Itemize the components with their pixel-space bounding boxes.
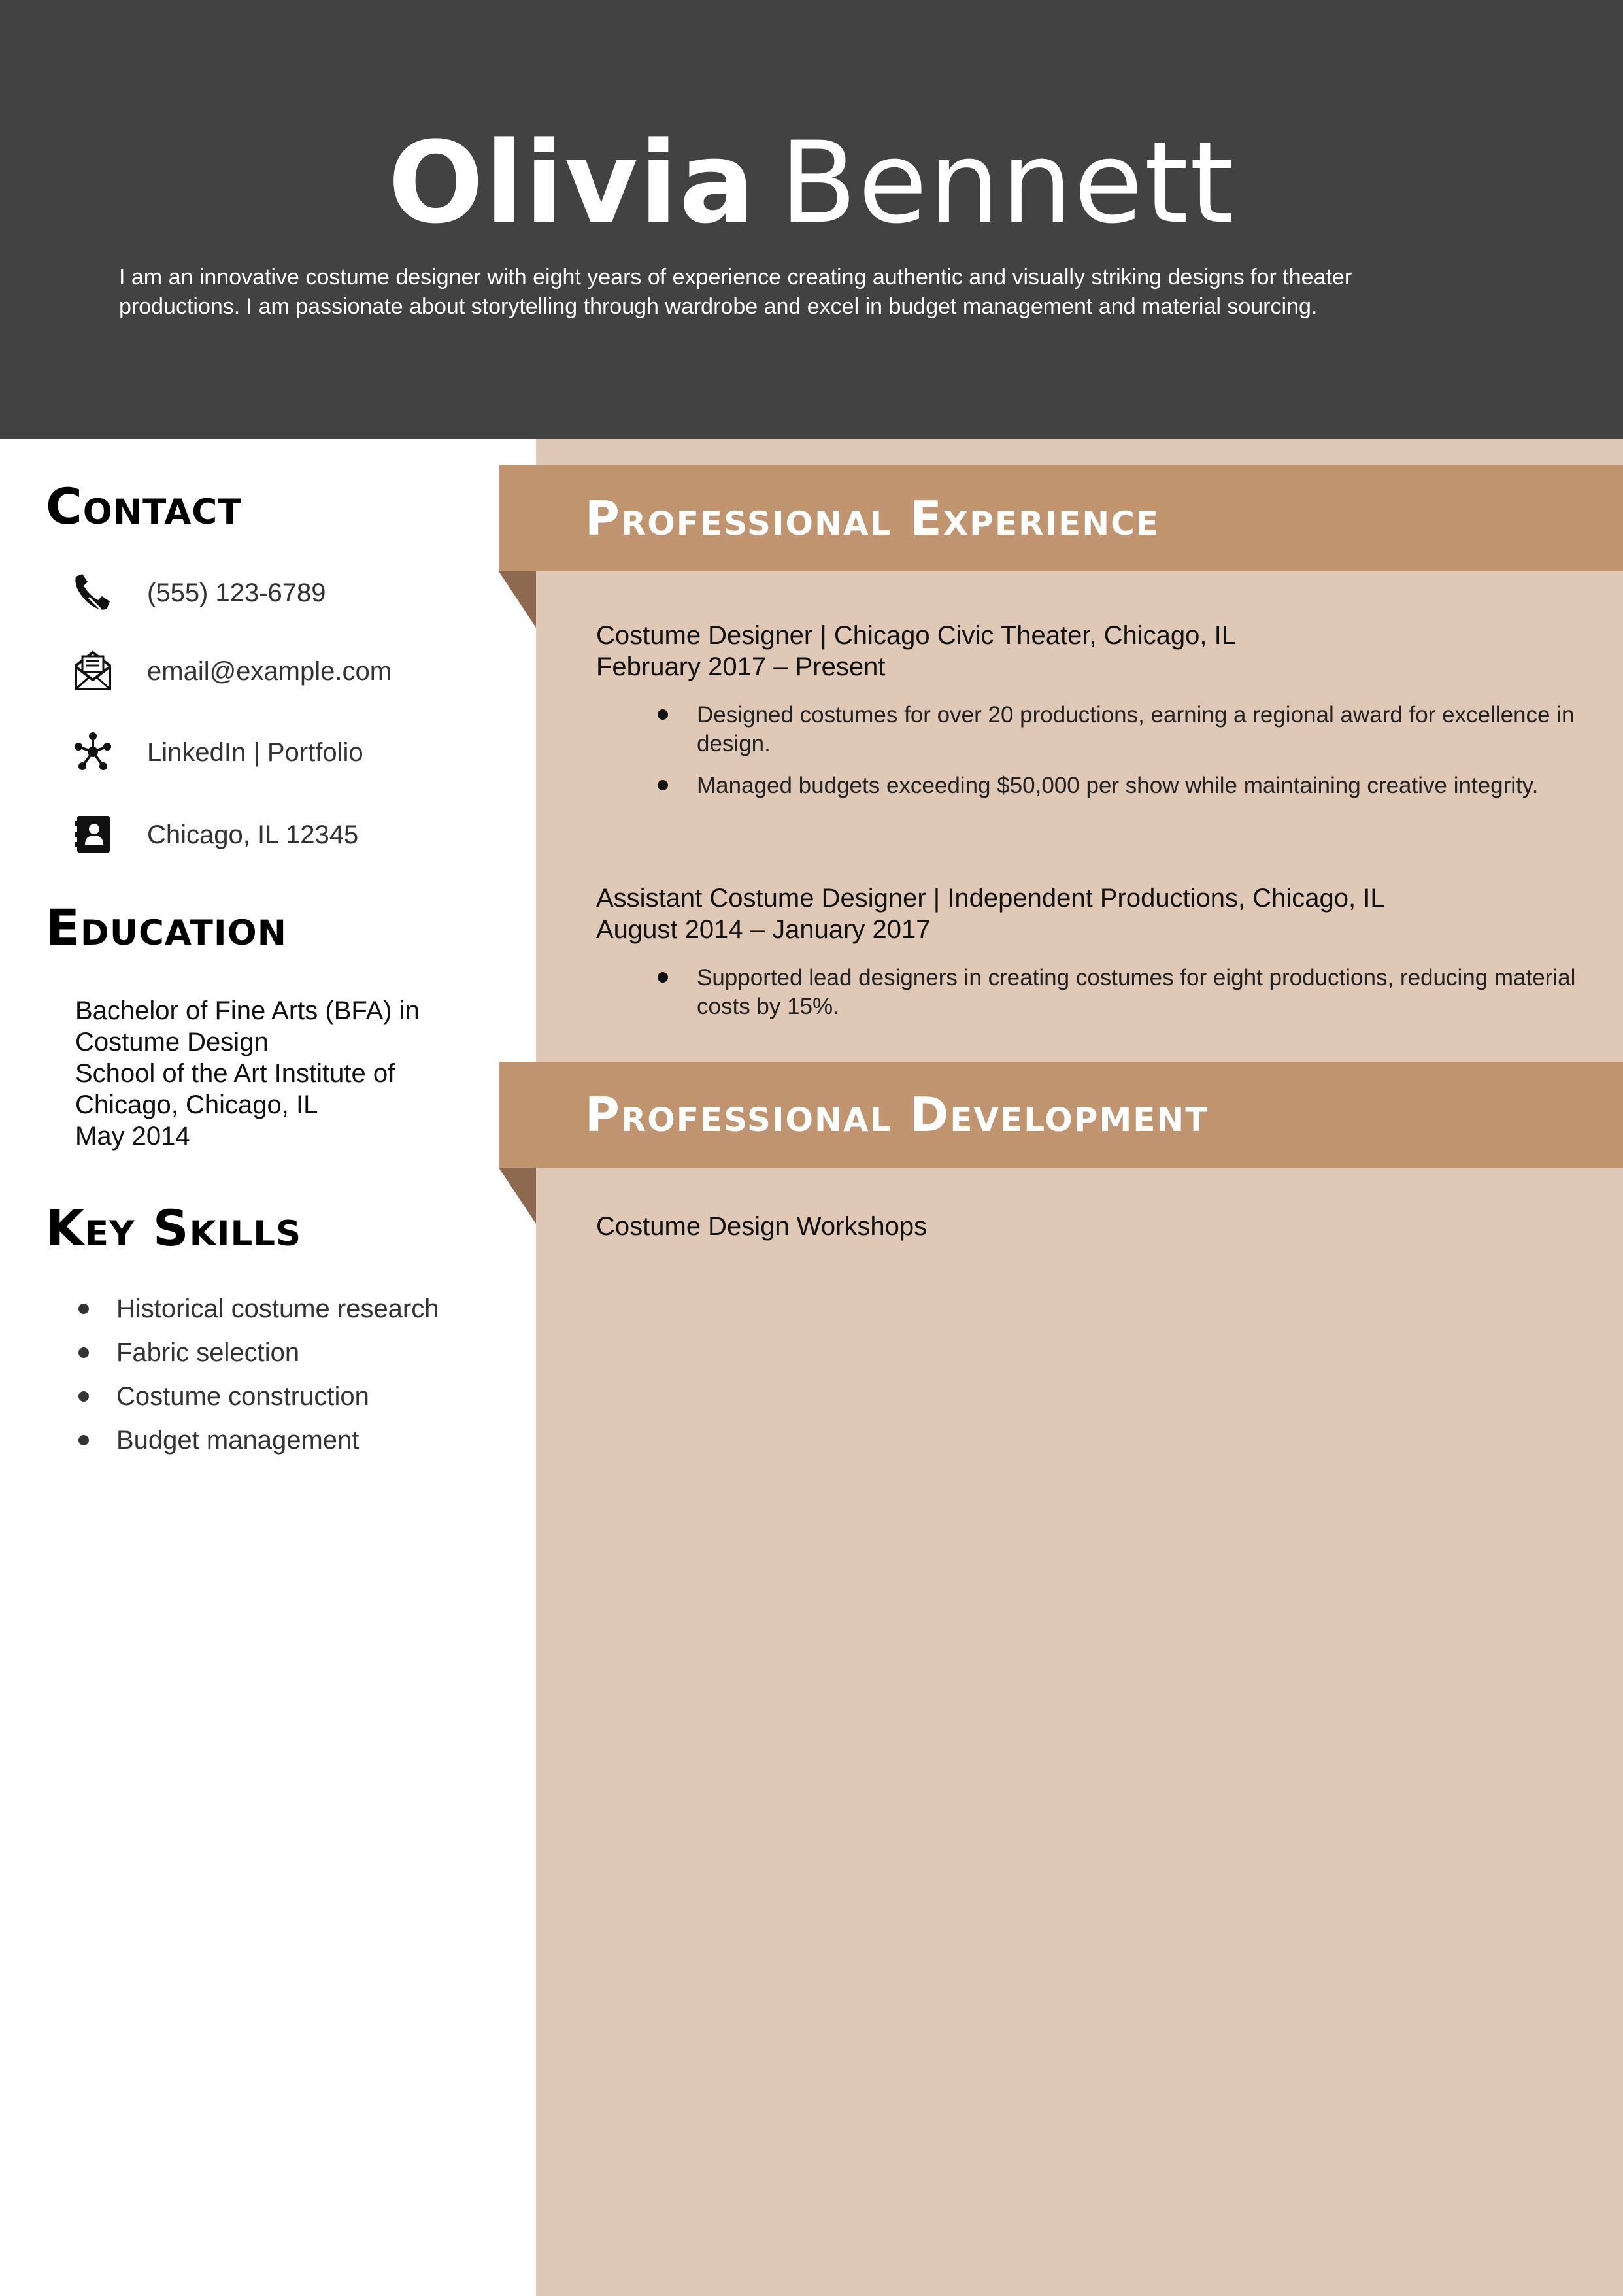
first-name: Olivia — [388, 117, 756, 248]
development-banner — [499, 1062, 1623, 1168]
list-item: Historical costume research — [72, 1293, 439, 1337]
contact-heading: Contact — [46, 477, 243, 535]
envelope-icon — [72, 650, 114, 692]
degree-line-1: Bachelor of Fine Arts (BFA) in — [75, 996, 420, 1025]
graduation-date: May 2014 — [75, 1122, 190, 1151]
list-item: Fabric selection — [72, 1337, 439, 1381]
last-name: Bennett — [779, 117, 1235, 248]
job-dates: February 2017 – Present — [596, 652, 886, 681]
experience-banner-fold — [499, 571, 536, 628]
key-skills-heading: Key Skills — [46, 1199, 302, 1257]
professional-summary: I am an innovative costume designer with eight years of experience creating authentic and visually striking designs for theater productions. I am passionate about storytelling through wardrobe and excel in budget management and material sourcing. — [119, 265, 1352, 319]
list-item: Supported lead designers in creating costumes for eight productions, reducing material costs by 15%. — [596, 964, 1590, 1021]
degree-line-2: Costume Design — [75, 1028, 269, 1056]
list-item: Budget management — [72, 1425, 439, 1468]
list-item: Designed costumes for over 20 productions, earning a regional award for excellence in design. — [596, 701, 1590, 758]
education-heading: Education — [46, 898, 288, 956]
candidate-name — [0, 111, 1623, 255]
job-title: Costume Designer | Chicago Civic Theater, Chicago, IL — [596, 621, 1237, 650]
contact-phone — [72, 571, 490, 617]
school-line-2: Chicago, Chicago, IL — [75, 1090, 318, 1119]
list-item: Managed budgets exceeding $50,000 per show while maintaining creative integrity. — [596, 771, 1590, 800]
network-icon — [72, 731, 114, 773]
linkedin-portfolio-links[interactable]: LinkedIn | Portfolio — [147, 738, 363, 767]
list-item: Costume construction — [72, 1381, 439, 1425]
contact-email[interactable] — [72, 650, 490, 696]
email-address[interactable]: email@example.com — [147, 657, 392, 686]
development-heading: Professional Development — [585, 1087, 1209, 1142]
experience-banner — [499, 465, 1623, 571]
job-dates: August 2014 – January 2017 — [596, 915, 931, 944]
job-bullets — [596, 964, 1590, 1021]
job-entry — [596, 620, 1590, 813]
contact-links[interactable] — [72, 731, 490, 777]
skills-list — [72, 1293, 439, 1468]
address-card-icon — [72, 813, 114, 855]
list-item: Costume Design Workshops — [596, 1212, 928, 1241]
job-bullets — [596, 701, 1590, 800]
job-entry — [596, 883, 1590, 1034]
location: Chicago, IL 12345 — [147, 820, 359, 849]
job-title: Assistant Costume Designer | Independent Productions, Chicago, IL — [596, 884, 1385, 913]
phone-icon — [72, 571, 114, 613]
phone-number: (555) 123-6789 — [147, 579, 326, 607]
contact-location — [72, 813, 490, 859]
school-line-1: School of the Art Institute of — [75, 1059, 395, 1088]
experience-heading: Professional Experience — [585, 491, 1160, 546]
header-band — [0, 0, 1623, 439]
education-entry — [75, 995, 480, 1152]
development-banner-fold — [499, 1168, 536, 1224]
